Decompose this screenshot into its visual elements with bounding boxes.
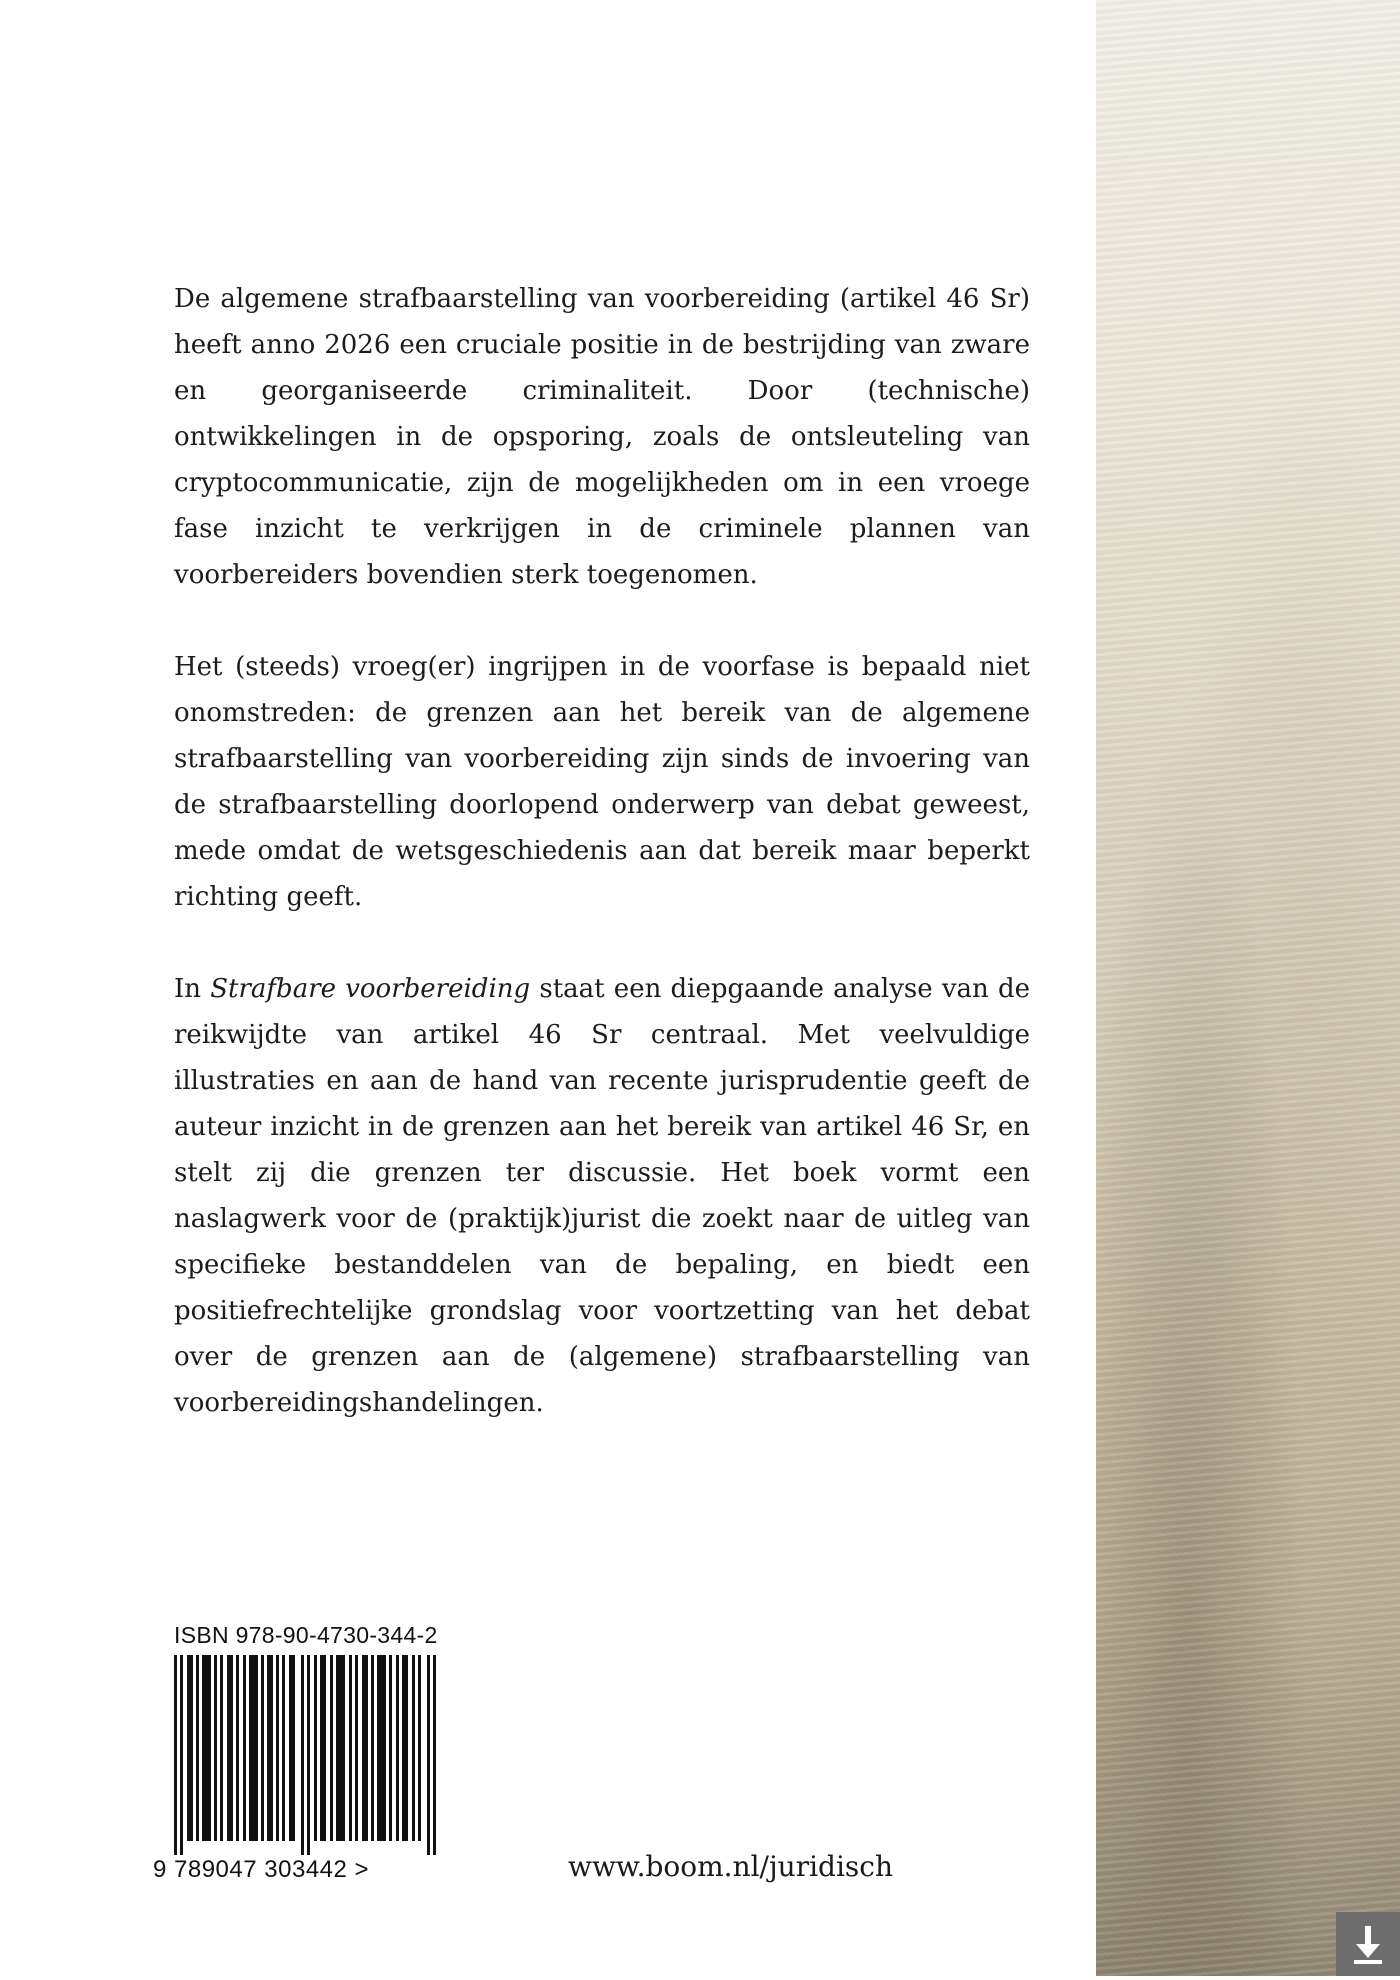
download-badge[interactable]	[1336, 1912, 1400, 1976]
isbn-label: ISBN 978-90-4730-344-2	[174, 1622, 438, 1648]
textured-strip	[1096, 0, 1400, 1976]
blurb-paragraph-1: De algemene strafbaarstelling van voorbereiding (artikel 46 Sr) heeft anno 2026 een cruciale positie in de bestrijding van zware en georganiseerde criminaliteit. Door (technische) ontwikkelingen in de opsporing, zoals de ontsleuteling van cryptocommunicatie, zijn de mogelijkheden om in een vroege fase inzicht te verkrijgen in de criminele plannen van voorbereiders bovendien sterk toegenomen.	[174, 284, 1030, 590]
blurb-paragraph-3: In Strafbare voorbereiding staat een diepgaande analyse van de reikwijdte van artikel 46 Sr centraal. Met veelvuldige illustraties en aan de hand van recente jurisprudentie geeft de auteur inzicht in de grenzen aan het bereik van artikel 46 Sr, en stelt zij die grenzen ter discussie. Het boek vormt een naslagwerk voor de (praktijk)jurist die zoekt naar de uitleg van specifieke bestanddelen van de bepaling, en biedt een positiefrechtelijke grondslag voor voortzetting van het debat over de grenzen aan de (algemene) strafbaarstelling van voorbereidingshandelingen.	[174, 974, 1031, 1418]
download-icon	[1336, 1912, 1400, 1976]
blurb-text	[174, 276, 1030, 1472]
publisher-website-link[interactable]: www.boom.nl/juridisch	[568, 1850, 894, 1883]
barcode-digits: 9 789047 303442 >	[153, 1856, 370, 1883]
blurb-paragraph-2: Het (steeds) vroeg(er) ingrijpen in de voorfase is bepaald niet onomstreden: de grenzen aan het bereik van de algemene strafbaarstelling van voorbereiding zijn sinds de invoering van de strafbaarstelling doorlopend onderwerp van debat geweest, mede omdat de wetsgeschiedenis aan dat bereik maar beperkt richting geeft.	[174, 652, 1030, 912]
barcode-icon	[174, 1655, 440, 1855]
book-title-italic: Strafbare voorbereiding	[210, 974, 531, 1004]
